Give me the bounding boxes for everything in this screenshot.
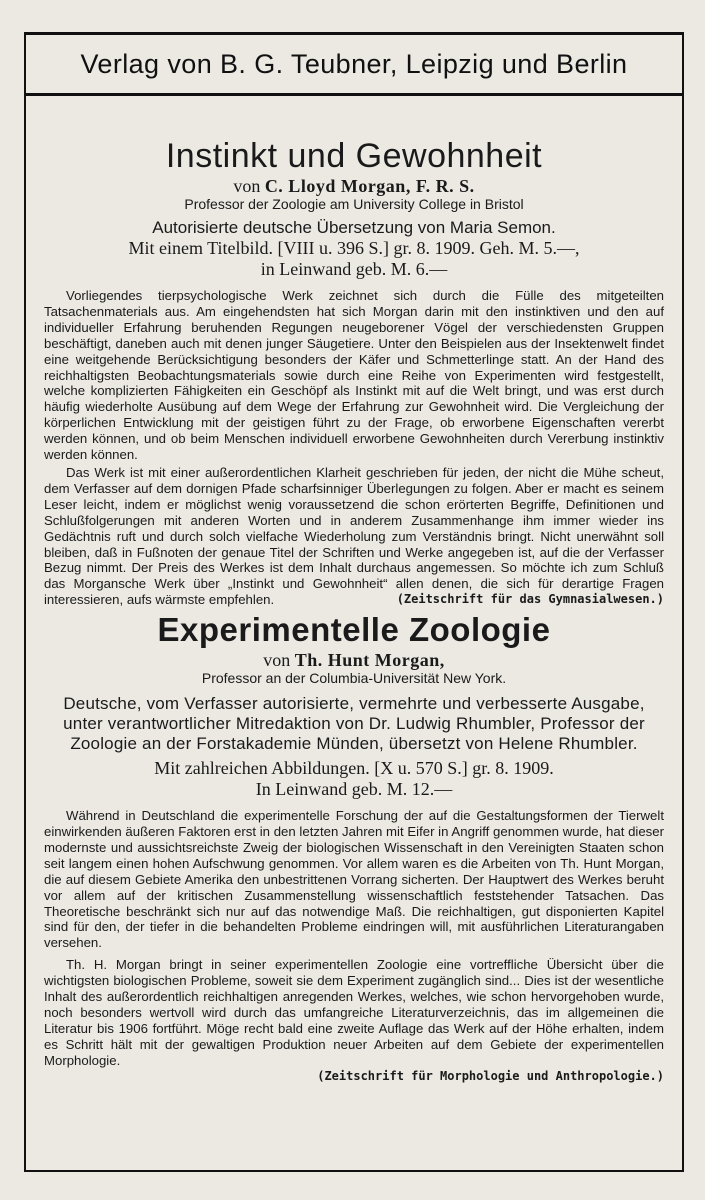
book-price: In Leinwand geb. M. 12.— bbox=[255, 779, 453, 800]
publisher-masthead: Verlag von B. G. Teubner, Leipzig und Berlin bbox=[26, 35, 682, 96]
byline-prefix: von bbox=[233, 176, 261, 196]
book-title: Experimentelle Zoologie bbox=[157, 611, 551, 649]
review-paragraph: Das Werk ist mit einer außerordentlichen Klarheit geschrieben für jeden, der nicht die Mühe scheut, dem Verfasser auf dem dornigen Pfade scharfsinniger Überlegungen zu folgen. Aber er macht es seinem Leser leicht, indem er möglichst wenig voraussetzend die schon erörterten Begriffe, Definitionen und Schlußfolgerungen mit anderen Worten und in anderem Zusammenhange ihm immer wieder ins Gedächtnis ruft und durch solch vielfache Wiederholung zum Verständnis bringt. Nicht unerwähnt soll bleiben, daß in Fußnoten der genaue Titel der Schriften und Werke angegeben ist, auf die der Verfasser Bezug nimmt. Der Preis des Werkes ist dem Inhalt durchaus angemessen. So möchte ich zum Schluß das Morgansche Werk über „Instinkt und Gewohnheit“ allen denen, die sich für derartige Fragen interessieren, aufs wärmste empfehlen. bbox=[44, 464, 664, 608]
book-instinkt bbox=[44, 136, 664, 606]
byline bbox=[44, 650, 664, 670]
review-citation: (Zeitschrift für Morphologie und Anthropologie.) bbox=[317, 1068, 664, 1083]
review-paragraph: Vorliegendes tierpsychologische Werk zeichnet sich durch die Fülle des mitgeteilten Tatsachenmaterials aus. Am eingehendsten hat sich Morgan darin mit den instinktiven und den auf individueller Erfahrung beruhenden Regungen neugeborener Vögel der verschiedensten Gruppen beschäftigt, daneben auch mit denen junger Säugetiere. Unter den Beispielen aus der Insektenwelt findet eine weitgehende Berücksichtigung besonders der Käfer und Schmetterlinge statt. An der Hand des reichhaltigsten Beobachtungsmaterials sowie durch eine Reihe von Experimenten wird festgestellt, welche komplizierten Fähigkeiten ein Geschöpf als Instinkt mit auf die Welt bringt, und was erst durch häufig wiederholte Ausübung auf dem Wege der Erfahrung zur Gewohnheit wird. Die Vergleichung der körperlichen Entwicklung mit der geistigen führt zu der Frage, ob erworbene Eigenschaften vererbt werden können, und ob beim Menschen individuell erworbene Gewohnheiten durch Vererbung instinktiv werden können. bbox=[44, 288, 664, 463]
book-title: Instinkt und Gewohnheit bbox=[165, 137, 543, 175]
book-experimentelle-zoologie bbox=[44, 610, 664, 1083]
book-price: in Leinwand geb. M. 6.— bbox=[260, 259, 448, 279]
byline bbox=[44, 176, 664, 196]
author-name: C. Lloyd Morgan, F. R. S. bbox=[264, 176, 475, 196]
author-affiliation: Professor der Zoologie am University College in Bristol bbox=[184, 196, 524, 212]
author-name: Th. Hunt Morgan, bbox=[294, 650, 445, 671]
book-details: Mit zahlreichen Abbildungen. [X u. 570 S.] gr. 8. 1909. bbox=[154, 758, 554, 779]
review-paragraph: Th. H. Morgan bringt in seiner experimentellen Zoologie eine vortreffliche Übersicht über die wichtigsten biologischen Probleme, soweit sie dem Experiment zugänglich sind... Dies ist der wesentliche Inhalt des außerordentlich reichhaltigen anregenden Werkes, welches, wie schon hervorgehoben wurde, noch besonders wertvoll wird durch das umfangreiche Literaturverzeichnis, das im allgemeinen die Literatur bis 1906 fortführt. Möge recht bald eine zweite Auflage das Werk auf der Höhe erhalten, indem es Schritt hält mit der gewaltigen Produktion neuer Arbeiten auf dem Gebiete der experimentellen Morphologie. bbox=[44, 957, 664, 1068]
ad-content bbox=[26, 136, 682, 1083]
translation-note: Autorisierte deutsche Übersetzung von Maria Semon. bbox=[152, 218, 556, 237]
review-paragraph: Während in Deutschland die experimentelle Forschung der auf die Gestaltungsformen der Tierwelt einwirkenden äußeren Faktoren erst in den letzten Jahren mit Eifer in Angriff genommen wurde, hat dieser modernste und aussichtsreichste Zweig der biologischen Wissenschaft in den Vereinigten Staaten schon seit langem einen hohen Aufschwung genommen. Vor allem waren es die Arbeiten von Th. Hunt Morgan, die auf diesem Gebiete Amerika den unbestrittenen Vorrang sicherten. Der Hauptwert des Werkes beruht vor allem auf der kritischen Zusammenstellung wissenschaftlich feststehender Tatsachen. Das Theoretische beschränkt sich nur auf das notwendige Maß. Die reichhaltigen, gut disponierten Kapitel sind für den, der tiefer in die behandelten Probleme eindringen will, mit ausführlichen Literaturangaben versehen. bbox=[44, 808, 664, 951]
author-affiliation: Professor an der Columbia-Universität New York. bbox=[201, 670, 507, 687]
advertisement-frame bbox=[24, 32, 684, 1172]
book-details: Mit einem Titelbild. [VIII u. 396 S.] gr. 8. 1909. Geh. M. 5.—, bbox=[128, 238, 580, 258]
review-citation: (Zeitschrift für das Gymnasialwesen.) bbox=[396, 592, 664, 607]
byline-prefix: von bbox=[263, 650, 291, 671]
edition-note: Deutsche, vom Verfasser autorisierte, vermehrte und verbesserte Ausgabe, unter verantwortlicher Mitredaktion von Dr. Ludwig Rhumbler, Professor der Zoologie an der Forstakademie Münden, übersetzt von Helene Rhumbler. bbox=[63, 694, 645, 754]
